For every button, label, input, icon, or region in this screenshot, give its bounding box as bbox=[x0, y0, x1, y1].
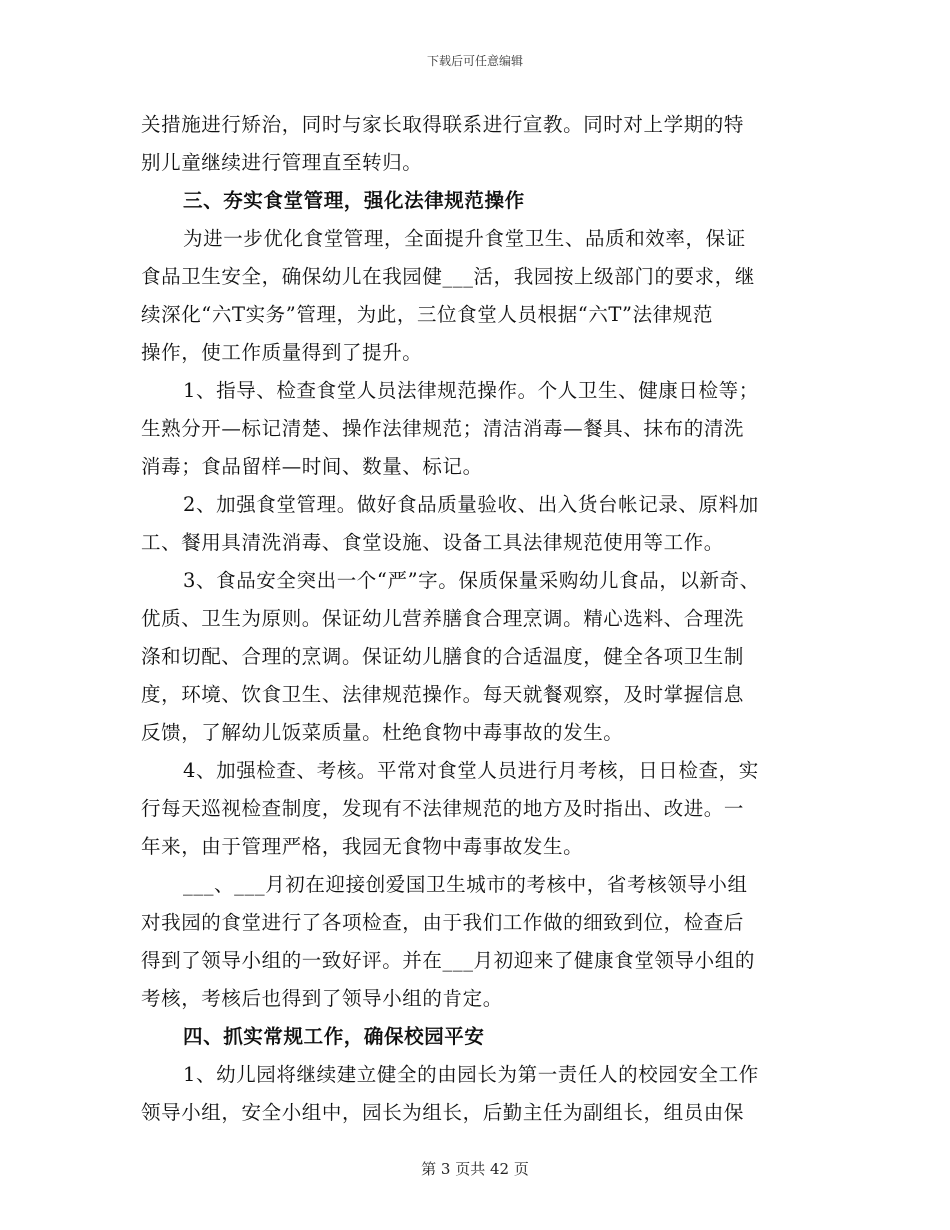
paragraph-line: 3、食品安全突出一个“严”字。保质保量采购幼儿食品，以新奇、 bbox=[183, 569, 760, 592]
page-header-note: 下载后可任意编辑 bbox=[426, 54, 523, 68]
paragraph-line: 1、幼儿园将继续建立健全的由园长为第一责任人的校园安全工作 bbox=[183, 1063, 759, 1086]
paragraph-line: 关措施进行矫治，同时与家长取得联系进行宣教。同时对上学期的特 bbox=[141, 113, 745, 136]
paragraph-line: ___、___月初在迎接创爱国卫生城市的考核中，省考核领导小组 bbox=[183, 873, 748, 896]
paragraph-line: 2、加强食堂管理。做好食品质量验收、出入货台帐记录、原料加 bbox=[183, 493, 759, 516]
paragraph-line: 年来，由于管理严格，我园无食物中毒事故发生。 bbox=[141, 835, 584, 858]
paragraph-line: 为进一步优化食堂管理，全面提升食堂卫生、品质和效率，保证 bbox=[183, 227, 746, 250]
document-body bbox=[141, 106, 809, 1132]
paragraph-line: 别儿童继续进行管理直至转归。 bbox=[141, 151, 423, 174]
paragraph-line: 工、餐用具清洗消毒、食堂设施、设备工具法律规范使用等工作。 bbox=[141, 531, 724, 554]
paragraph-line: 续深化“六T实务”管理，为此，三位食堂人员根据“六T”法律规范 bbox=[141, 303, 713, 326]
paragraph-line: 消毒；食品留样—时间、数量、标记。 bbox=[141, 455, 483, 478]
paragraph-line: 4、加强检查、考核。平常对食堂人员进行月考核，日日检查，实 bbox=[183, 759, 759, 782]
section-heading: 四、抓实常规工作，确保校园平安 bbox=[183, 1025, 485, 1048]
paragraph-line: 考核，考核后也得到了领导小组的肯定。 bbox=[141, 987, 503, 1010]
paragraph-line: 生熟分开—标记清楚、操作法律规范；清洁消毒—餐具、抹布的清洗 bbox=[141, 417, 745, 440]
paragraph-line: 反馈，了解幼儿饭菜质量。杜绝食物中毒事故的发生。 bbox=[141, 721, 624, 744]
paragraph-line: 优质、卫生为原则。保证幼儿营养膳食合理烹调。精心选料、合理洗 bbox=[141, 607, 745, 630]
paragraph-line: 行每天巡视检查制度，发现有不法律规范的地方及时指出、改进。一 bbox=[141, 797, 745, 820]
section-heading: 三、夯实食堂管理，强化法律规范操作 bbox=[183, 189, 525, 212]
paragraph-line: 操作，使工作质量得到了提升。 bbox=[141, 341, 423, 364]
page-number: 第 3 页共 42 页 bbox=[421, 1160, 529, 1178]
paragraph-line: 对我园的食堂进行了各项检查，由于我们工作做的细致到位，检查后 bbox=[141, 911, 745, 934]
paragraph-line: 度，环境、饮食卫生、法律规范操作。每天就餐观察，及时掌握信息 bbox=[141, 683, 745, 706]
paragraph-line: 涤和切配、合理的烹调。保证幼儿膳食的合适温度，健全各项卫生制 bbox=[141, 645, 745, 668]
paragraph-line: 食品卫生安全，确保幼儿在我园健___活，我园按上级部门的要求，继 bbox=[141, 265, 755, 288]
paragraph-line: 领导小组，安全小组中，园长为组长，后勤主任为副组长，组员由保 bbox=[141, 1101, 745, 1124]
paragraph-line: 1、指导、检查食堂人员法律规范操作。个人卫生、健康日检等； bbox=[183, 379, 759, 402]
paragraph-line: 得到了领导小组的一致好评。并在___月初迎来了健康食堂领导小组的 bbox=[141, 949, 755, 972]
